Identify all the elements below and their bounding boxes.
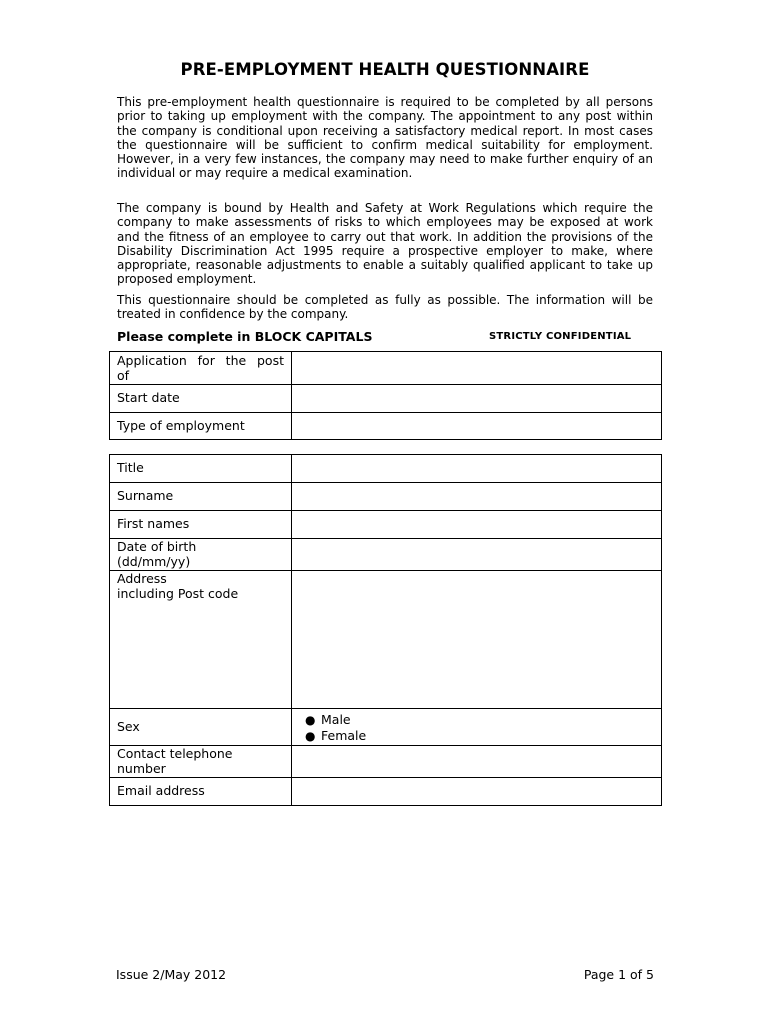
sex-option-label: Female — [321, 728, 367, 743]
bullet-icon: ● — [305, 712, 316, 727]
sex-options-list — [299, 712, 654, 745]
table-row — [110, 709, 662, 746]
table-row — [110, 571, 662, 709]
phone-label — [110, 746, 292, 778]
table-row — [110, 539, 662, 571]
table-row — [110, 511, 662, 539]
phone-label-line1: Contact telephone — [117, 746, 233, 761]
address-label-line1: Address — [117, 571, 167, 586]
start-date-field[interactable] — [292, 385, 662, 413]
regulations-paragraph: The company is bound by Health and Safety at Work Regulations which require the company to make assessments of risks to which employees may be exposed at work and the fitness of an employee to carry out that work. In addition the provisions of the Disability Discrimination Act 1995 require a prospective employer to make, where appropriate, reasonable adjustments to enable a suitably qualified applicant to take up proposed employment. — [117, 201, 653, 287]
confidential-label: STRICTLY CONFIDENTIAL — [489, 331, 632, 342]
employment-type-field[interactable] — [292, 413, 662, 440]
personal-details-table — [109, 454, 662, 806]
dob-label — [110, 539, 292, 571]
table-row — [110, 455, 662, 483]
title-label: Title — [110, 455, 292, 483]
sex-options-cell — [292, 709, 662, 746]
email-field[interactable] — [292, 778, 662, 806]
bullet-icon: ● — [305, 729, 316, 743]
sex-option-female[interactable] — [299, 728, 654, 745]
application-post-field[interactable] — [292, 352, 662, 385]
start-date-label: Start date — [110, 385, 292, 413]
table-row — [110, 385, 662, 413]
dob-label-line1: Date of birth — [117, 539, 197, 554]
block-capitals-instruction: Please complete in BLOCK CAPITALS — [117, 329, 373, 344]
surname-label: Surname — [110, 483, 292, 511]
table-row — [110, 746, 662, 778]
address-field[interactable] — [292, 571, 662, 709]
sex-option-label: Male — [321, 711, 351, 727]
page-number-footer: Page 1 of 5 — [583, 967, 654, 982]
surname-field[interactable] — [292, 483, 662, 511]
address-label — [110, 571, 292, 709]
first-names-label: First names — [110, 511, 292, 539]
table-row — [110, 352, 662, 385]
confidentiality-paragraph: This questionnaire should be completed as fully as possible. The information will be treated in confidence by the company. — [117, 293, 653, 322]
table-row — [110, 483, 662, 511]
sex-option-male[interactable] — [299, 712, 654, 729]
intro-paragraph: This pre-employment health questionnaire is required to be completed by all persons prior to taking up employment with the company. The appointment to any post within the company is conditional upon receiving a satisfactory medical report. In most cases the questionnaire will be sufficient to confirm medical suitability for employment. However, in a very few instances, the company may need to make further enquiry of an individual or may require a medical examination. — [117, 95, 653, 181]
issue-footer: Issue 2/May 2012 — [116, 967, 227, 982]
address-label-line2: including Post code — [117, 585, 239, 601]
title-field[interactable] — [292, 455, 662, 483]
employment-type-label: Type of employment — [110, 413, 292, 440]
dob-label-line2: (dd/mm/yy) — [117, 553, 191, 569]
email-label: Email address — [110, 778, 292, 806]
phone-label-line2: number — [117, 760, 166, 776]
first-names-field[interactable] — [292, 511, 662, 539]
phone-field[interactable] — [292, 746, 662, 778]
application-post-label: Application for the post of — [110, 352, 292, 385]
application-table — [109, 351, 662, 440]
table-row — [110, 413, 662, 440]
page-title: PRE-EMPLOYMENT HEALTH QUESTIONNAIRE — [180, 60, 590, 79]
sex-label: Sex — [110, 709, 292, 746]
dob-field[interactable] — [292, 539, 662, 571]
table-row — [110, 778, 662, 806]
